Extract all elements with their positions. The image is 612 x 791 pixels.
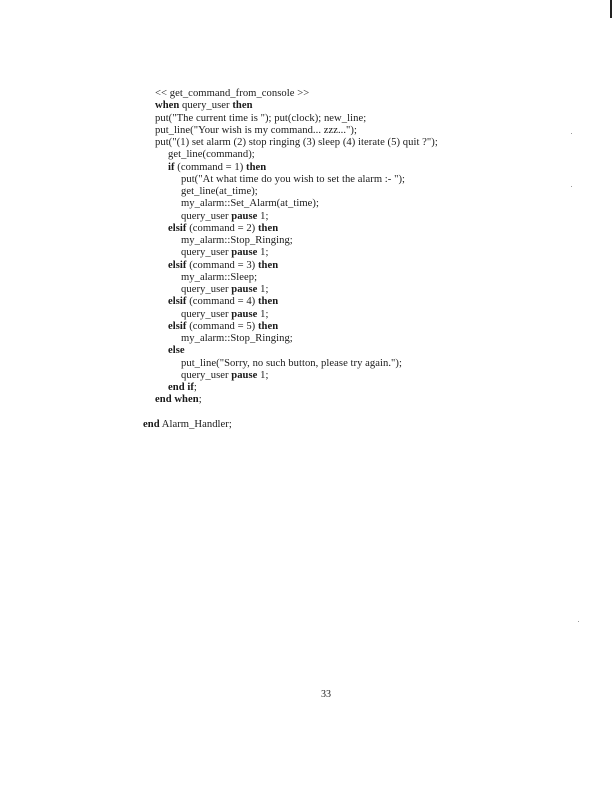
code-line xyxy=(155,88,309,100)
code-keyword: pause xyxy=(231,308,258,320)
code-keyword: end xyxy=(155,394,172,406)
code-text: (command = 3) xyxy=(186,259,258,271)
code-text: get_line(command); xyxy=(168,149,255,161)
code-line xyxy=(181,198,319,210)
code-keyword: if xyxy=(168,161,175,173)
code-line xyxy=(143,419,232,431)
code-keyword: elsif xyxy=(168,259,187,271)
code-text: << get_command_from_console >> xyxy=(155,88,310,99)
scan-speck xyxy=(578,621,579,622)
code-keyword: pause xyxy=(231,210,258,222)
code-line xyxy=(168,382,197,394)
code-line xyxy=(168,149,255,161)
code-keyword: elsif xyxy=(168,320,187,332)
code-text: ; xyxy=(193,382,197,393)
code-line xyxy=(181,309,268,321)
code-keyword: then xyxy=(232,100,253,112)
code-line xyxy=(181,358,402,370)
code-text: (command = 4) xyxy=(186,296,258,308)
code-text: put_line("Sorry, no such button, please try again."); xyxy=(181,357,402,369)
code-line xyxy=(155,100,253,112)
code-keyword: pause xyxy=(231,284,258,295)
code-keyword: end xyxy=(143,418,160,430)
code-line xyxy=(168,296,278,308)
code-text: 1; xyxy=(257,308,269,320)
code-line xyxy=(181,174,405,186)
code-text: query_user xyxy=(181,210,232,222)
code-keyword: elsif xyxy=(168,222,187,234)
code-keyword: pause xyxy=(231,369,258,381)
code-text: my_alarm::Set_Alarm(at_time); xyxy=(181,198,319,210)
code-text: put("At what time do you wish to set the alarm :- "); xyxy=(181,173,406,185)
code-text: (command = 2) xyxy=(186,222,258,234)
code-line xyxy=(155,394,202,406)
code-line xyxy=(168,345,185,357)
code-text: 1; xyxy=(257,247,269,259)
code-text: get_line(at_time); xyxy=(181,186,258,197)
code-line xyxy=(181,370,268,382)
code-keyword: else xyxy=(168,345,185,357)
code-text: query_user xyxy=(181,247,232,259)
code-line xyxy=(181,211,268,223)
code-line xyxy=(181,284,268,296)
code-text: my_alarm::Stop_Ringing; xyxy=(181,333,293,344)
code-text: 1; xyxy=(257,369,269,381)
code-keyword: then xyxy=(257,222,279,234)
code-line xyxy=(155,113,366,125)
code-line xyxy=(168,260,278,272)
code-text: query_user xyxy=(179,100,233,112)
code-text: 1; xyxy=(257,210,269,222)
code-keyword: then xyxy=(257,320,279,332)
code-text: my_alarm::Sleep; xyxy=(181,271,258,283)
code-keyword: when xyxy=(174,394,199,406)
code-line xyxy=(181,235,293,247)
code-line xyxy=(181,186,258,198)
code-keyword: then xyxy=(257,259,279,271)
code-text: (command = 1) xyxy=(174,161,247,173)
code-keyword: end xyxy=(168,382,185,393)
code-text: query_user xyxy=(181,284,232,295)
code-text: query_user xyxy=(181,308,232,320)
code-text: (command = 5) xyxy=(186,320,258,332)
code-line xyxy=(181,272,257,284)
code-text: ; xyxy=(198,394,202,406)
code-line xyxy=(181,333,293,345)
code-line xyxy=(168,223,278,235)
code-keyword: pause xyxy=(231,247,258,259)
code-keyword: then xyxy=(257,296,279,308)
scan-speck xyxy=(571,133,572,134)
code-text: put_line("Your wish is my command... zzz..."); xyxy=(155,124,358,136)
code-line xyxy=(181,247,268,259)
code-text: query_user xyxy=(181,369,232,381)
scan-speck xyxy=(571,186,572,187)
code-text: put("The current time is "); put(clock); new_line; xyxy=(155,112,367,124)
code-keyword: if xyxy=(187,382,194,393)
code-line xyxy=(155,137,438,149)
code-keyword: when xyxy=(155,100,180,112)
code-text: Alarm_Handler; xyxy=(159,418,232,430)
page-number: 33 xyxy=(321,689,331,700)
code-text: my_alarm::Stop_Ringing; xyxy=(181,235,293,246)
code-line xyxy=(168,321,278,333)
code-line xyxy=(155,125,357,137)
code-keyword: then xyxy=(246,161,267,173)
code-text: 1; xyxy=(257,284,269,295)
code-keyword: elsif xyxy=(168,296,187,308)
code-line xyxy=(168,162,266,174)
code-text: put("(1) set alarm (2) stop ringing (3) sleep (4) iterate (5) quit ?"); xyxy=(155,137,438,148)
